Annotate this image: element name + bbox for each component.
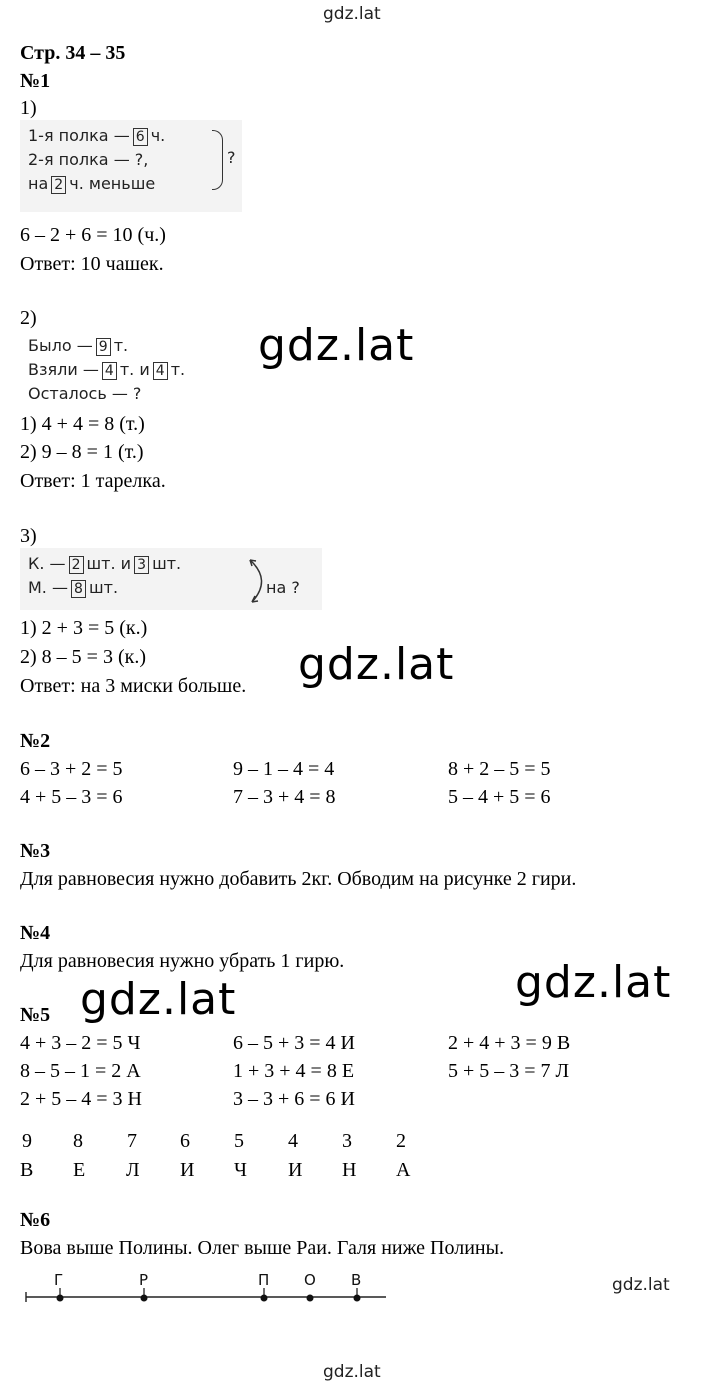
ex2-expr: 7 – 3 + 4 = 8: [233, 786, 336, 808]
ex2-expr: 9 – 1 – 4 = 4: [233, 758, 335, 780]
ex5-expr: 1 + 3 + 4 = 8 Е: [233, 1060, 355, 1082]
ex5-letter: И: [180, 1159, 195, 1181]
ex2-expr: 4 + 5 – 3 = 6: [20, 786, 123, 808]
ex5-number: 5: [234, 1130, 244, 1152]
ex1-part2-label: 2): [20, 307, 37, 329]
scheme-line: Осталось — ?: [28, 384, 142, 403]
scheme-line: Было — 9 т.: [28, 336, 129, 355]
scheme-line: на 2 ч. меньше: [28, 174, 156, 193]
scheme-line: Взяли — 4 т. и 4 т.: [28, 360, 186, 379]
ex5-letter: Н: [342, 1159, 357, 1181]
ex5-expr: 8 – 5 – 1 = 2 А: [20, 1060, 141, 1082]
watermark-bottom: gdz.lat: [323, 1362, 381, 1382]
ex5-letter: В: [20, 1159, 34, 1181]
scheme-question: на ?: [266, 578, 300, 597]
ex2-expr: 5 – 4 + 5 = 6: [448, 786, 551, 808]
scheme-line: 2-я полка — ?,: [28, 150, 149, 169]
brace: [212, 130, 223, 190]
line-label: О: [304, 1271, 316, 1289]
ex1-part1-label: 1): [20, 97, 37, 119]
ex5-number: 7: [127, 1130, 137, 1152]
ex5-number: 4: [288, 1130, 298, 1152]
watermark-top: gdz.lat: [323, 4, 381, 24]
scheme-question: ?: [227, 148, 236, 167]
scheme-line: М. — 8 шт.: [28, 578, 119, 597]
ex1-part2-step1: 1) 4 + 4 = 8 (т.): [20, 413, 145, 435]
ex5-expr: 4 + 3 – 2 = 5 Ч: [20, 1032, 141, 1054]
ex5-expr: 6 – 5 + 3 = 4 И: [233, 1032, 356, 1054]
ex5-expr: 3 – 3 + 6 = 6 И: [233, 1088, 356, 1110]
ex1-heading: №1: [20, 70, 51, 92]
ex5-letter: И: [288, 1159, 303, 1181]
ex2-expr: 8 + 2 – 5 = 5: [448, 758, 551, 780]
ex5-letter: Л: [126, 1159, 140, 1181]
ex3-text: Для равновесия нужно добавить 2кг. Обводим на рисунке 2 гири.: [20, 868, 577, 890]
line-label: П: [258, 1271, 270, 1289]
ex5-expr: 2 + 5 – 4 = 3 Н: [20, 1088, 143, 1110]
ex1-part1-answer: Ответ: 10 чашек.: [20, 253, 164, 275]
ex5-letter: А: [396, 1159, 411, 1181]
line-label: Г: [54, 1271, 64, 1289]
ex1-part3-label: 3): [20, 525, 37, 547]
ex6-heading: №6: [20, 1209, 51, 1231]
ex4-heading: №4: [20, 922, 51, 944]
ex6-text: Вова выше Полины. Олег выше Раи. Галя ниже Полины.: [20, 1237, 505, 1259]
ex5-number: 2: [396, 1130, 406, 1152]
ex3-heading: №3: [20, 840, 51, 862]
height-number-line: [20, 1268, 390, 1308]
line-label: Р: [139, 1271, 149, 1289]
ex5-heading: №5: [20, 1004, 51, 1026]
watermark-5: gdz.lat: [612, 1275, 670, 1295]
ex1-part2-step2: 2) 9 – 8 = 1 (т.): [20, 441, 144, 463]
ex5-letter: Е: [73, 1159, 86, 1181]
ex2-expr: 6 – 3 + 2 = 5: [20, 758, 123, 780]
ex5-expr: 2 + 4 + 3 = 9 В: [448, 1032, 571, 1054]
ex1-part1-scheme: [20, 120, 242, 212]
ex1-part2-answer: Ответ: 1 тарелка.: [20, 470, 166, 492]
ex4-text: Для равновесия нужно убрать 1 гирю.: [20, 950, 345, 972]
watermark-3: gdz.lat: [515, 957, 672, 1008]
ex5-number: 8: [73, 1130, 83, 1152]
watermark-4: gdz.lat: [80, 974, 237, 1025]
page-title: Стр. 34 – 35: [20, 42, 126, 64]
ex1-part3-scheme: [20, 548, 322, 610]
ex1-part1-equation: 6 – 2 + 6 = 10 (ч.): [20, 224, 166, 246]
ex2-heading: №2: [20, 730, 51, 752]
ex5-number: 3: [342, 1130, 352, 1152]
ex1-part2-scheme: [20, 330, 260, 410]
ex1-part3-step2: 2) 8 – 5 = 3 (к.): [20, 646, 146, 668]
ex5-letter: Ч: [234, 1159, 247, 1181]
ex1-part3-step1: 1) 2 + 3 = 5 (к.): [20, 617, 148, 639]
ex5-number: 6: [180, 1130, 190, 1152]
scheme-line: 1-я полка — 6 ч.: [28, 126, 166, 145]
ex1-part3-answer: Ответ: на 3 миски больше.: [20, 675, 247, 697]
scheme-line: К. — 2 шт. и 3 шт.: [28, 554, 182, 573]
ex5-expr: 5 + 5 – 3 = 7 Л: [448, 1060, 570, 1082]
line-label: В: [351, 1271, 362, 1289]
ex5-number: 9: [22, 1130, 32, 1152]
watermark-2: gdz.lat: [298, 639, 455, 690]
watermark-1: gdz.lat: [258, 320, 415, 371]
